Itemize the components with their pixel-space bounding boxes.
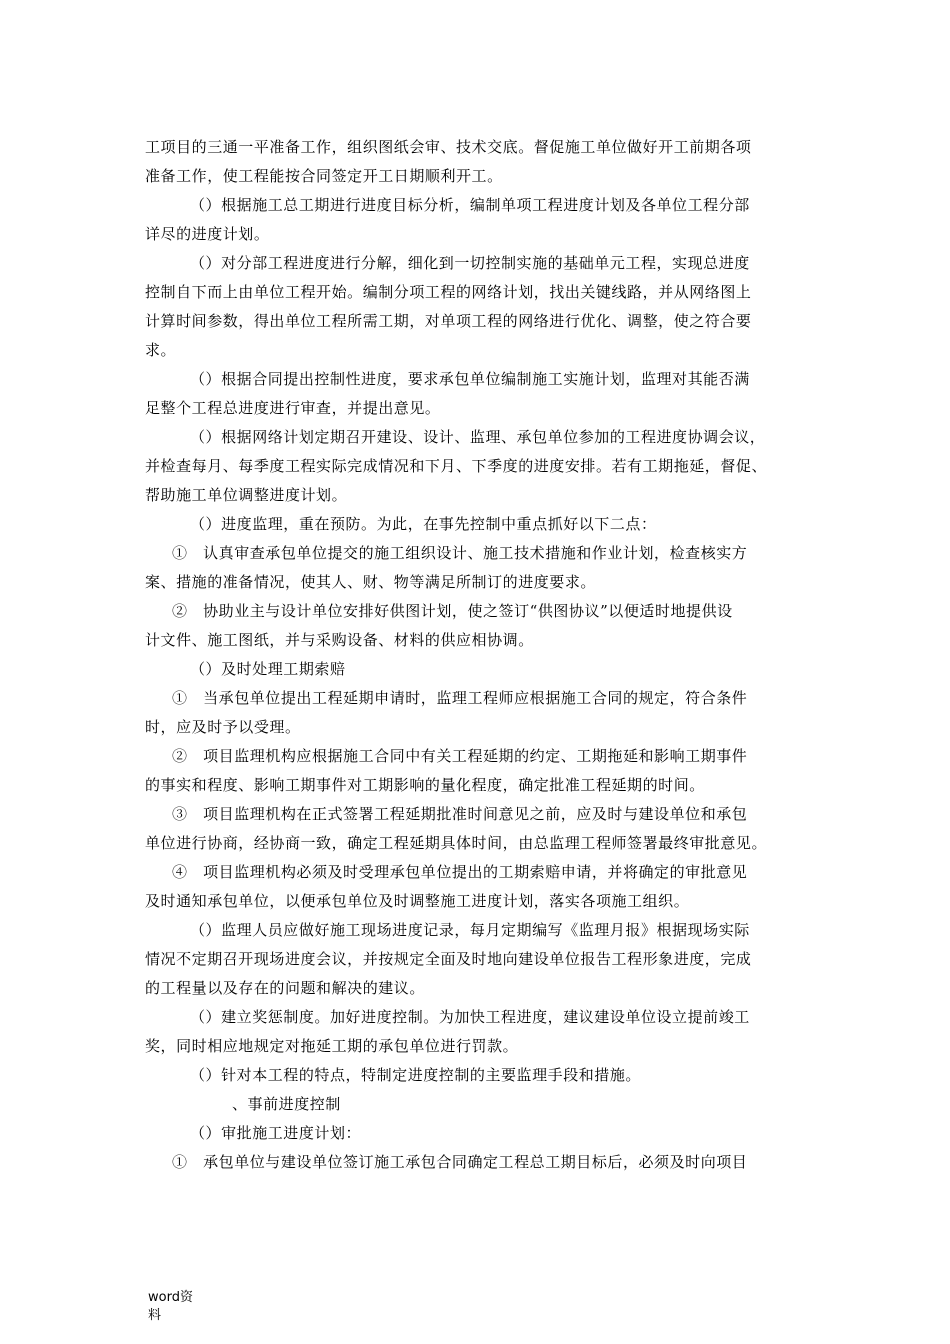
text-line: ③ 项目监理机构在正式签署工程延期批准时间意见之前，应及时与建设单位和承包 bbox=[172, 805, 748, 823]
text-line: 求。 bbox=[145, 341, 177, 359]
text-line: ① 当承包单位提出工程延期申请时，监理工程师应根据施工合同的规定，符合条件 bbox=[172, 689, 748, 707]
text-line: （）根据施工总工期进行进度目标分析，编制单项工程进度计划及各单位工程分部 bbox=[190, 196, 750, 214]
text-line: 并检查每月、每季度工程实际完成情况和下月、下季度的进度安排。若有工期拖延，督促、 bbox=[145, 457, 768, 475]
text-line: 详尽的进度计划。 bbox=[145, 225, 270, 243]
text-line: 控制自下而上由单位工程开始。编制分项工程的网络计划，找出关键线路，并从网络图上 bbox=[145, 283, 752, 301]
text-line: 奖，同时相应地规定对拖延工期的承包单位进行罚款。 bbox=[145, 1037, 519, 1055]
text-line: ④ 项目监理机构必须及时受理承包单位提出的工期索赔申请，并将确定的审批意见 bbox=[172, 863, 748, 881]
text-line: 足整个工程总进度进行审查，并提出意见。 bbox=[145, 399, 441, 417]
footer-label-continued: 料 bbox=[148, 1308, 162, 1323]
footer-label: word资 bbox=[148, 1290, 193, 1305]
text-line: 的工程量以及存在的问题和解决的建议。 bbox=[145, 979, 425, 997]
text-line: （）针对本工程的特点，特制定进度控制的主要监理手段和措施。 bbox=[190, 1066, 641, 1084]
text-line: 计算时间参数，得出单位工程所需工期，对单项工程的网络进行优化、调整，使之符合要 bbox=[145, 312, 752, 330]
text-line: （）监理人员应做好施工现场进度记录，每月定期编写《监理月报》根据现场实际 bbox=[190, 921, 750, 939]
text-line: 时，应及时予以受理。 bbox=[145, 718, 301, 736]
text-line: 工项目的三通一平准备工作，组织图纸会审、技术交底。督促施工单位做好开工前期各项 bbox=[145, 138, 752, 156]
text-line: 及时通知承包单位，以便承包单位及时调整施工进度计划，落实各项施工组织。 bbox=[145, 892, 690, 910]
text-line: ① 认真审查承包单位提交的施工组织设计、施工技术措施和作业计划，检查核实方 bbox=[172, 544, 748, 562]
text-line: （）对分部工程进度进行分解，细化到一切控制实施的基础单元工程，实现总进度 bbox=[190, 254, 750, 272]
text-line: 计文件、施工图纸，并与采购设备、材料的供应相协调。 bbox=[145, 631, 534, 649]
text-line: （）根据合同提出控制性进度，要求承包单位编制施工实施计划，监理对其能否满 bbox=[190, 370, 750, 388]
text-line: （）建立奖惩制度。加好进度控制。为加快工程进度，建议建设单位设立提前竣工 bbox=[190, 1008, 750, 1026]
text-line: ② 协助业主与设计单位安排好供图计划，使之签订“供图协议”以便适时地提供设 bbox=[172, 602, 733, 620]
text-line: （）及时处理工期索赔 bbox=[190, 660, 346, 678]
text-line: ② 项目监理机构应根据施工合同中有关工程延期的约定、工期拖延和影响工期事件 bbox=[172, 747, 748, 765]
text-line: 案、措施的准备情况，使其人、财、物等满足所制订的进度要求。 bbox=[145, 573, 596, 591]
text-line: 准备工作，使工程能按合同签定开工日期顺利开工。 bbox=[145, 167, 503, 185]
section-heading: 、事前进度控制 bbox=[232, 1095, 341, 1113]
text-line: （）审批施工进度计划： bbox=[190, 1124, 362, 1142]
text-line: 帮助施工单位调整进度计划。 bbox=[145, 486, 348, 504]
text-line: （）进度监理，重在预防。为此，在事先控制中重点抓好以下二点： bbox=[190, 515, 657, 533]
text-line: ① 承包单位与建设单位签订施工承包合同确定工程总工期目标后，必须及时向项目 bbox=[172, 1153, 748, 1171]
text-line: 单位进行协商，经协商一致，确定工程延期具体时间，由总监理工程师签署最终审批意见。 bbox=[145, 834, 768, 852]
text-line: 的事实和程度、影响工期事件对工期影响的量化程度，确定批准工程延期的时间。 bbox=[145, 776, 705, 794]
text-line: 情况不定期召开现场进度会议，并按规定全面及时地向建设单位报告工程形象进度，完成 bbox=[145, 950, 752, 968]
text-line: （）根据网络计划定期召开建设、设计、监理、承包单位参加的工程进度协调会议， bbox=[190, 428, 766, 446]
